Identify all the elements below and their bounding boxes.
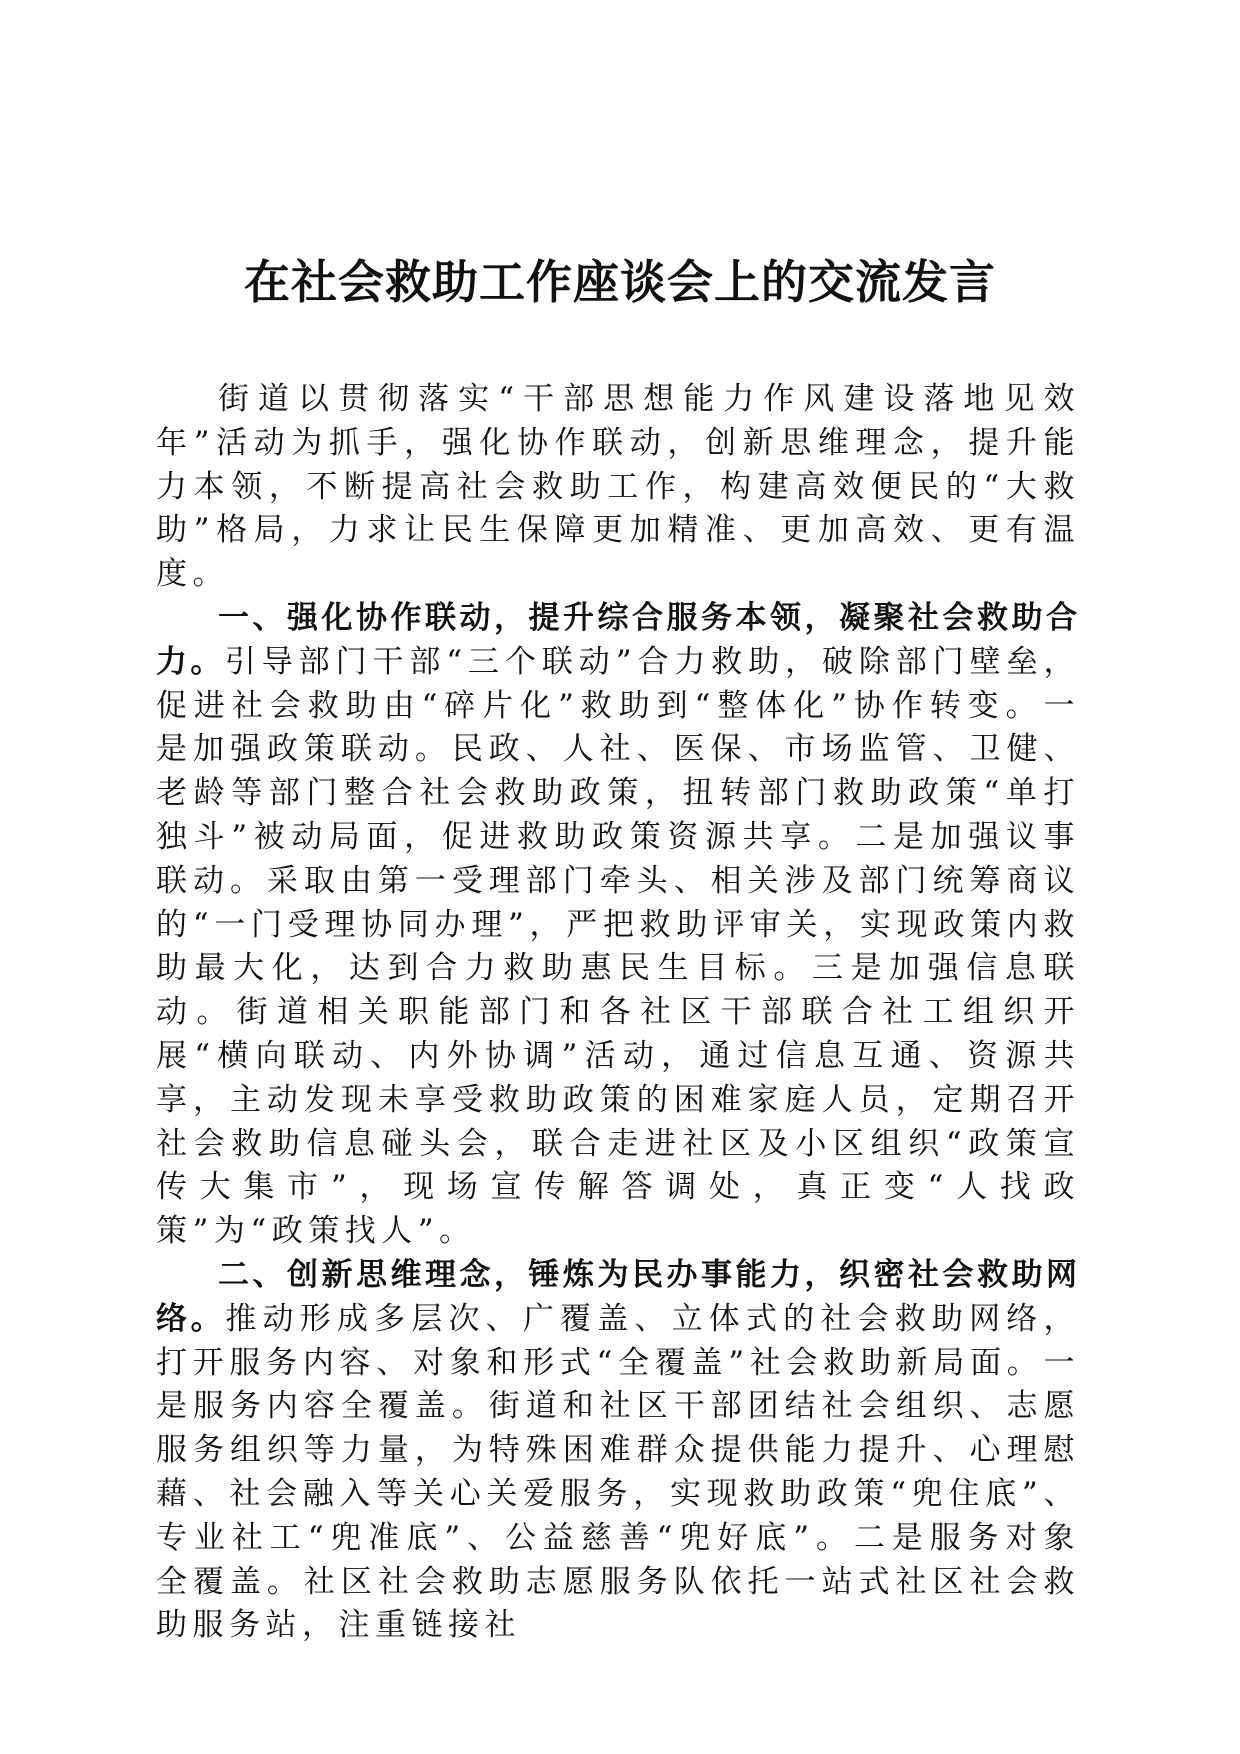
section-heading-2: 二、创新思维理念，锤炼为民办事能力，织密社会救助网络。 [156,1256,1080,1337]
document-title: 在社会救助工作座谈会上的交流发言 [244,255,996,309]
section-body-2: 推动形成多层次、广覆盖、立体式的社会救助网络，打开服务内容、对象和形式“全覆盖”社会救助新局面。一是服务内容全覆盖。街道和社区干部团结社会组织、志愿服务组织等力量，为特殊困难群众提供能力提升、心理慰藉、社会融入等关心关爱服务，实现救助政策“兜住底”、专业社工“兜准底”、公益慈善“兜好底”。二是服务对象全覆盖。社区社会救助志愿服务队依托一站式社区社会救助服务站，注重链接社 [156,1300,1080,1644]
section-paragraph-2 [156,1254,1080,1648]
section-paragraph-1 [156,597,1080,1254]
section-heading-1: 一、强化协作联动，提升综合服务本领，凝聚社会救助合力。 [156,599,1080,680]
document-body [156,378,1080,1648]
section-body-1: 引导部门干部“三个联动”合力救助，破除部门壁垒，促进社会救助由“碎片化”救助到“整体化”协作转变。一是加强政策联动。民政、人社、医保、市场监管、卫健、老龄等部门整合社会救助政策，扭转部门救助政策“单打独斗”被动局面，促进救助政策资源共享。二是加强议事联动。采取由第一受理部门牵头、相关涉及部门统筹商议的“一门受理协同办理”，严把救助评审关，实现政策内救助最大化，达到合力救助惠民生目标。三是加强信息联动。街道相关职能部门和各社区干部联合社工组织开展“横向联动、内外协调”活动，通过信息互通、资源共享，主动发现未享受救助政策的困难家庭人员，定期召开社会救助信息碰头会，联合走进社区及小区组织“政策宣传大集市”，现场宣传解答调处，真正变“人找政策”为“政策找人”。 [156,643,1080,1250]
intro-paragraph: 街道以贯彻落实“干部思想能力作风建设落地见效年”活动为抓手，强化协作联动，创新思维理念，提升能力本领，不断提高社会救助工作，构建高效便民的“大救助”格局，力求让民生保障更加精准、更加高效、更有温度。 [156,381,1080,593]
